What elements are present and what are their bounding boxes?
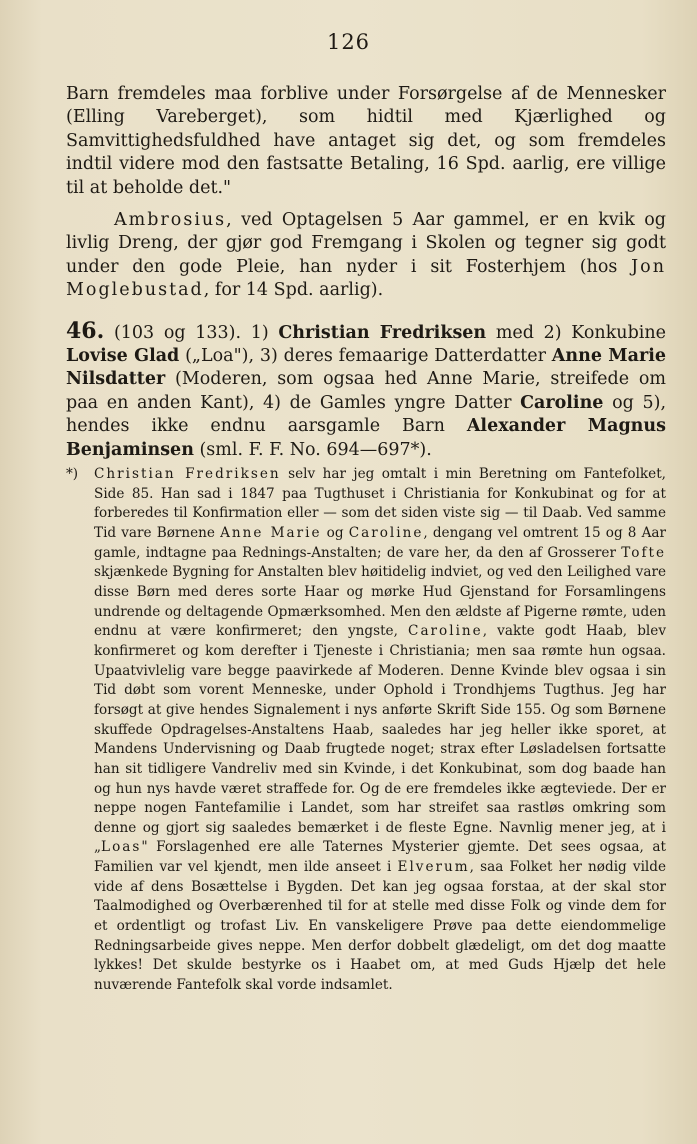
paragraph-continued: Barn fremdeles maa forblive under Forsørgelse af de Mennesker (Elling Vareberget), som hidtil med Kjærlighed og Samvittighedsfuldhed have antaget sig det, og som fremdeles indtil videre mod den fastsatte Betaling, 16 Spd. aarlig, ere villige til at beholde det." bbox=[66, 84, 666, 198]
entry-text: (Moderen, som ogsaa hed Anne Marie, streifede om paa en anden Kant), 4) de Gamles yngre Datter bbox=[66, 369, 666, 413]
footnote-name: Caroline bbox=[348, 524, 424, 541]
footnote-body: , vakte godt Haab, blev konfirmeret og kom derefter i Tjeneste i Christiania; men saa rømte hun ogsaa. Upaatvivlelig vare begge paavirkede af Moderen. Denne Kvinde blev ogsaa i sin Tid døbt som vorent Menneske, under Ophold i Trondhjems Tugthus. Jeg har forsøgt at give hendes Signalement i nys anførte Skrift Side 155. Og som Børnene skuffede Opdragelses-Anstaltens Haab, saaledes har jeg heller ikke sporet, at Mandens Undervisning og Daab frugtede noget; strax efter Løsladelsen fortsatte han sit tidligere Vandreliv med sin Kvinde, i det Konkubinat, som dog baade han og hun nys havde været straffede for. Og de ere fremdeles ikke ægteviede. Der er neppe nogen Fantefamilie i Landet, som har streifet saa rastløs omkring som denne og gjort sig saaledes bemærket i de fleste Egne. Navnlig mener jeg, at i „ bbox=[94, 623, 666, 856]
entry-refs: (103 og 133). 1) bbox=[104, 322, 279, 343]
entry-text: og 5), hendes ikke endnu aarsgamle Barn bbox=[66, 392, 667, 437]
entry-text: med 2) Konkubine bbox=[486, 322, 666, 343]
name-anne-marie: Anne Marie Nilsdatter bbox=[66, 346, 667, 390]
footnote-body: skjænkede Bygning for Anstalten blev høitidelig indviet, og ved den Leilighed vare disse Børn med deres sorte Haar og mørke Hud Gjenstand for Forsamlingens undrende og deltagende Opmærksomhed. Men den ældste af Pigerne rømte, uden endnu at være konfirmeret; den yngste, bbox=[94, 564, 666, 640]
paragraph-text-end: , for 14 Spd. aarlig). bbox=[203, 280, 384, 301]
name-alexander: Alexander Magnus Benjaminsen bbox=[66, 416, 666, 460]
person-name: Ambrosius bbox=[114, 210, 227, 231]
footnote-body: , saa Folket her nødig vilde vide af dens Bosættelse i Bygden. Det kan jeg ogsaa forstaa, at der skal stor Taalmodighed og Overbærenhed til for at stelle med disse Folk og vinde dem for et ordentligt og trofast Liv. En vanskeligere Prøve paa dette eiendommelige Redningsarbeide gives neppe. Men derfor dobbelt glædeligt, om det dog maatte lykkes! Det skulde bestyrke os i Haabet om, at med Guds Hjælp det hele nuværende Fantefolk skal vorde indsamlet. bbox=[94, 859, 667, 994]
footnote-name: Tofte bbox=[621, 544, 666, 561]
footnote-body: og bbox=[321, 524, 349, 541]
footnote bbox=[66, 465, 666, 996]
entry-text: (sml. F. F. No. 694—697*). bbox=[193, 439, 432, 460]
footnote-name: Caroline bbox=[408, 623, 483, 640]
paragraph-ambrosius bbox=[66, 209, 666, 303]
footnote-name: Elverum bbox=[397, 859, 470, 876]
footnote-text bbox=[66, 465, 666, 996]
foster-name: Jon Moglebustad bbox=[66, 256, 666, 301]
entry-46 bbox=[66, 317, 667, 462]
name-lovise: Lovise Glad bbox=[66, 346, 180, 367]
footnote-body: selv har jeg omtalt i min Beretning om Fantefolket, Side 85. Han sad i 1847 paa Tugthuset i Christiania for Konkubinat og for at forberedes til Konfirmation eller — som det siden viste sig — til Daab. Ved samme Tid vare Børnene bbox=[94, 466, 666, 541]
name-caroline: Caroline bbox=[520, 392, 604, 413]
entry-text: („Loa"), 3) deres femaarige Datterdatter bbox=[179, 346, 552, 367]
footnote-name: Christian Fredriksen bbox=[94, 466, 281, 482]
footnote-body: , dengang vel omtrent 15 og 8 Aar gamle, indtagne paa Rednings-Anstalten; de vare her, da den af Grosserer bbox=[94, 524, 666, 561]
main-text bbox=[66, 83, 666, 462]
footnote-body: " Forslagenhed ere alle Taternes Mysterier gjemte. Det sees ogsaa, at Familien var vel kjendt, men ilde anseet i bbox=[94, 839, 666, 876]
footnote-name: Loas bbox=[101, 839, 142, 856]
paragraph-text: , ved Optagelsen 5 Aar gammel, er en kvik og livlig Dreng, der gjør god Fremgang i Skolen og tegner sig godt under den gode Pleie, han nyder i sit Fosterhjem (hos bbox=[66, 210, 666, 277]
footnote-name: Anne Marie bbox=[220, 524, 322, 541]
name-christian: Christian Fredriksen bbox=[278, 322, 487, 343]
page-number: 126 bbox=[326, 30, 371, 54]
footnote-marker: *) bbox=[66, 466, 79, 482]
entry-number: 46. bbox=[66, 317, 105, 344]
